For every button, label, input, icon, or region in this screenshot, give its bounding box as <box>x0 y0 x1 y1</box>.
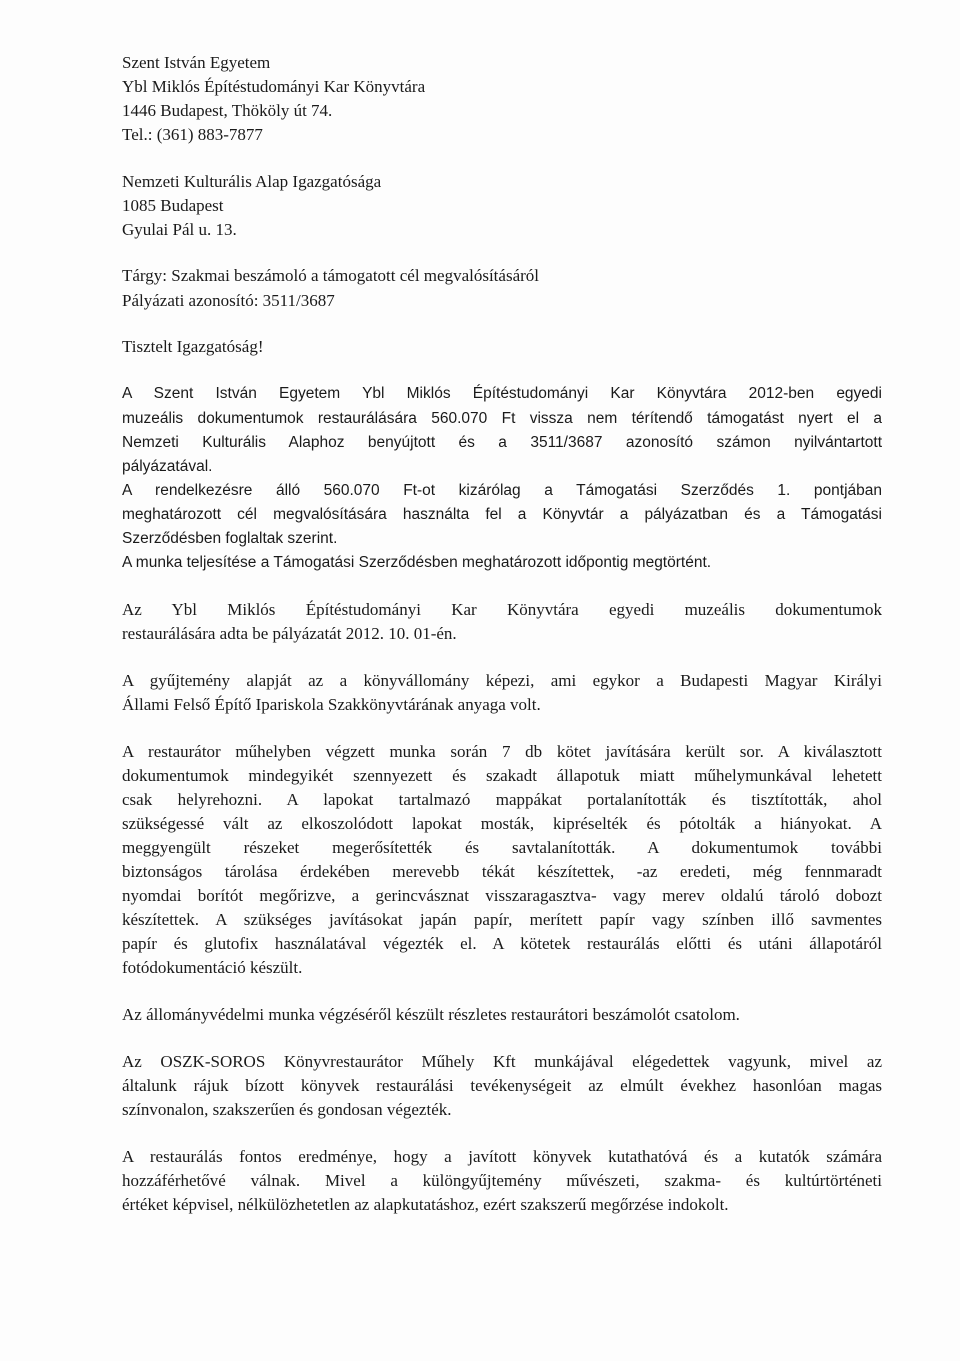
paragraph-line: muzeális dokumentumok restaurálására 560.070 Ft vissza nem térítendő támogatást nyert el a <box>122 410 882 427</box>
sender-line: Tel.: (361) 883-7877 <box>122 125 263 144</box>
recipient-line: 1085 Budapest <box>122 196 224 215</box>
paragraph-line: A restaurátor műhelyben végzett munka során 7 db kötet javítására került sor. A kiválasztott <box>122 742 882 761</box>
sender-line: 1446 Budapest, Thököly út 74. <box>122 101 333 120</box>
paragraph-line: papír és glutofix használatával végezték el. A kötetek restaurálás előtti és utáni állapotáról <box>122 934 882 953</box>
paragraph-line: szükségessé vált az elkoszolódott lapokat mosták, kipréselték és pótolták a hiányokat. A <box>122 814 882 833</box>
paragraph-line: Szerződésben foglaltak szerint. <box>122 530 338 547</box>
paragraph-line: Nemzeti Kulturális Alaphoz benyújtott és a 3511/3687 azonosító számon nyilvántartott <box>122 434 882 451</box>
paragraph-line: A munka teljesítése a Támogatási Szerződésben meghatározott időpontig megtörtént. <box>122 554 712 571</box>
recipient-line: Nemzeti Kulturális Alap Igazgatósága <box>122 172 382 191</box>
paragraph-line: biztonságos tárolása érdekében merevebb tékát készítettek, -az eredeti, még fennmaradt <box>122 862 882 881</box>
paragraph-line: dokumentumok mindegyikét szennyezett és szakadt állapotuk miatt műhelymunkával lehetett <box>122 766 882 785</box>
paragraph-line: Az Ybl Miklós Építéstudományi Kar Könyvtára egyedi muzeális dokumentumok <box>122 600 882 619</box>
paragraph-line: Állami Felső Építő Ipariskola Szakkönyvtárának anyaga volt. <box>122 695 541 714</box>
paragraph-line: A restaurálás fontos eredménye, hogy a javított könyvek kutathatóvá és a kutatók számára <box>122 1147 882 1166</box>
paragraph-line: meggyengült részeket megerősítették és savtalanították. A dokumentumok további <box>122 838 882 857</box>
paragraph-line: Az állományvédelmi munka végzéséről készült részletes restaurátori beszámolót csatolom. <box>122 1005 740 1024</box>
paragraph-line: pályázatával. <box>122 458 213 475</box>
paragraph-line: A rendelkezésre álló 560.070 Ft-ot kizárólag a Támogatási Szerződés 1. pontjában <box>122 482 882 499</box>
subject-line: Tárgy: Szakmai beszámoló a támogatott cél megvalósításáról <box>122 266 539 285</box>
paragraph-line: nyomdai borítót megőrizve, a gerincvásznat visszaragasztva- vagy merev oldalú tároló dobozt <box>122 886 882 905</box>
recipient-line: Gyulai Pál u. 13. <box>122 220 237 239</box>
paragraph-line: csak helyrehozni. A lapokat tartalmazó mappákat portalanították és tisztították, ahol <box>122 790 882 809</box>
paragraph-line: fotódokumentáció készült. <box>122 958 303 977</box>
paragraph-line: meghatározott cél megvalósítására használta fel a Könyvtár a pályázatban és a Támogatási <box>122 506 882 523</box>
sender-line: Szent István Egyetem <box>122 53 271 72</box>
paragraph-line: készítettek. A szükséges javításokat japán papír, merített papír vagy színben illő savmentes <box>122 910 882 929</box>
paragraph-line: restaurálására adta be pályázatát 2012. 10. 01-én. <box>122 624 457 643</box>
paragraph-line: A Szent István Egyetem Ybl Miklós Építéstudományi Kar Könyvtára 2012-ben egyedi <box>122 385 882 402</box>
paragraph-line: A gyűjtemény alapját az a könyvállomány képezi, ami egykor a Budapesti Magyar Királyi <box>122 671 882 690</box>
paragraph-line: színvonalon, szakszerűen és gondosan végezték. <box>122 1100 452 1119</box>
paragraph-line: általunk rájuk bízott könyvek restaurálási tevékenységeit az elmúlt évekhez hasonlóan magas <box>122 1076 882 1095</box>
salutation: Tisztelt Igazgatóság! <box>122 337 264 356</box>
paragraph-line: hozzáférhetővé válnak. Mivel a különgyűjtemény művészeti, szakma- és kultúrtörténeti <box>122 1171 882 1190</box>
paragraph-line: értéket képvisel, nélkülözhetetlen az alapkutatáshoz, ezért szakszerű megőrzése indokolt. <box>122 1195 729 1214</box>
sender-line: Ybl Miklós Építéstudományi Kar Könyvtára <box>122 77 426 96</box>
reference-number: Pályázati azonosító: 3511/3687 <box>122 291 335 310</box>
paragraph-line: Az OSZK-SOROS Könyvrestaurátor Műhely Kft munkájával elégedettek vagyunk, mivel az <box>122 1052 882 1071</box>
